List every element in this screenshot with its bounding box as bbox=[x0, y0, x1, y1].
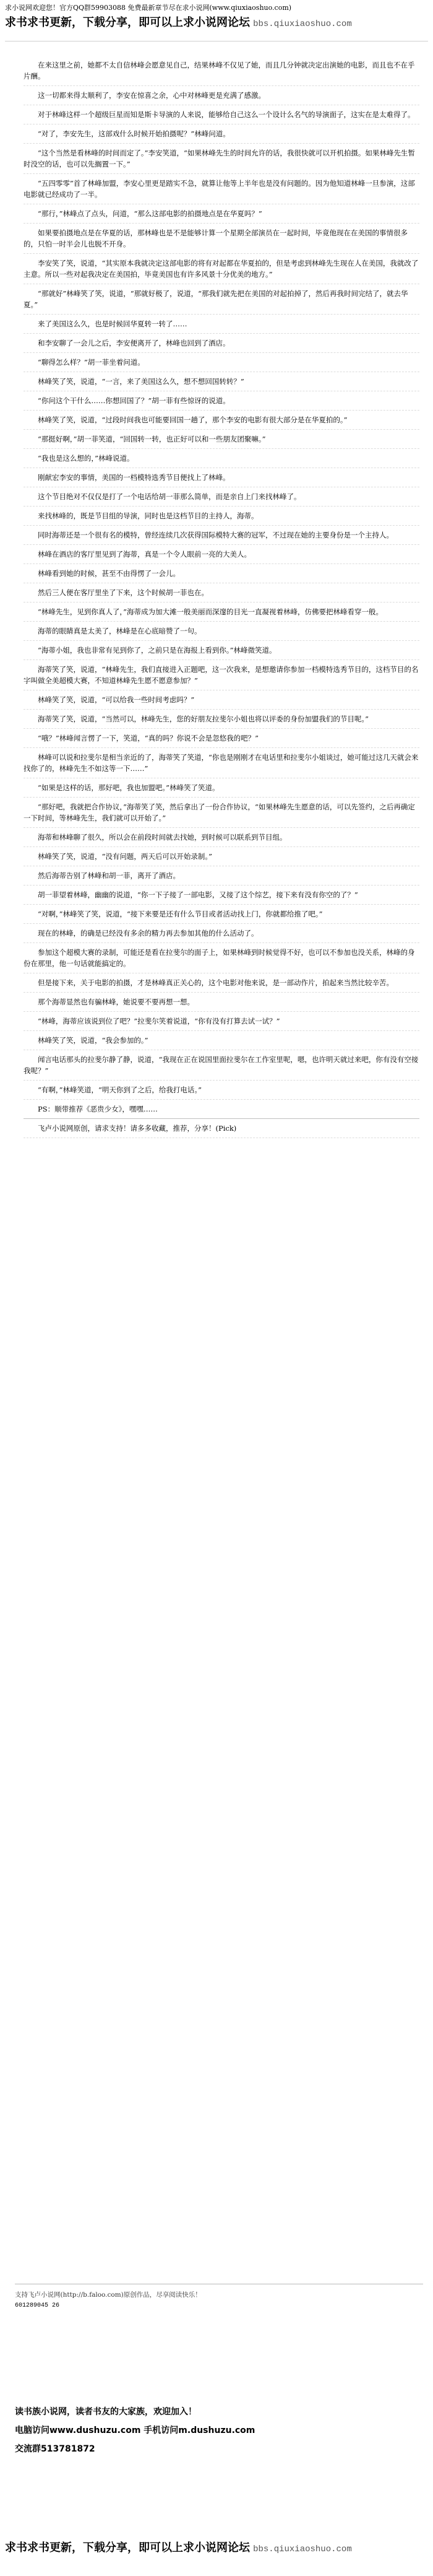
paragraph: 对于林峰这样一个超级巨星而知是斯卡导演的人来说，能够给自己这么一个设计么名气的导演面子，这实在是太难得了。 bbox=[24, 105, 419, 124]
promo-line-3: 交流群513781872 bbox=[15, 2444, 95, 2454]
paragraph: 林峰在酒店的客厅里见到了海蒂，真是一个令人眼前一亮的大美人。 bbox=[24, 545, 419, 564]
paragraph: 林峰笑了笑，说道，“一言，来了美国这么久，想不想回国转转？” bbox=[24, 372, 419, 391]
paragraph: 刚献宏李安的事情，美国的一档模特选秀节目便找上了林峰。 bbox=[24, 468, 419, 487]
header-slogan: 求书求书更新，下载分享，即可以上求小说网论坛 bbox=[5, 16, 250, 29]
paragraph: “对了，李安先生，这部戏什么时候开始拍摄呢？”林峰问道。 bbox=[24, 124, 419, 144]
paragraph: 海蒂的眼睛真是太美了，林峰是在心底暗赞了一句。 bbox=[24, 622, 419, 641]
paragraph: 同时海蒂还是一个很有名的模特，曾经连续几次获得国际模特大赛的冠军，不过现在她的主要身份是一个主持人。 bbox=[24, 526, 419, 545]
paragraph: “五四零零”首了林峰加盟，李安心里更是踏实不急，就算让他等上半年也是没有问题的。因为他知道林峰一旦参演，这部电影就已经成功了一半。 bbox=[24, 174, 419, 204]
paragraph: “那行，”林峰点了点头，问道，“那么这部电影的拍摄地点是在华夏吗？” bbox=[24, 204, 419, 224]
paragraph: PS：顺带推荐《恶贵少女》，嘿嘿…… bbox=[24, 1100, 419, 1119]
paragraph: 林峰笑了笑，说道，“我会参加的。” bbox=[24, 1031, 419, 1050]
footer-number: 601289045 26 bbox=[15, 2302, 60, 2309]
paragraph: 然后三人便在客厅里坐了下来，这个时候胡一菲也在。 bbox=[24, 583, 419, 603]
paragraph: 那个海蒂显然也有骗林峰，她说要不要再想一想。 bbox=[24, 993, 419, 1012]
paragraph: “如果是这样的话，那好吧，我也加盟吧。”林峰笑了笑道。 bbox=[24, 778, 419, 798]
paragraph: 海蒂笑了笑，说道，“林峰先生，我们直接进入正题吧，这一次我来，是想邀请你参加一档模特选秀节目的，这档节目的名字叫做全美超模大赛，不知道林峰先生愿不愿意参加？” bbox=[24, 660, 419, 690]
bottom-header-site[interactable]: bbs.qiuxiaoshuo.com bbox=[253, 2544, 352, 2554]
paragraph: 飞卢小说网原创，请求支持！请多多收藏，推荐，分享！(Pick) bbox=[24, 1119, 419, 1138]
paragraph: 参加这个超模大赛的录制，可能还是看在拉斐尔的面子上，如果林峰到时候觉得不好，也可以不参加也没关系，林峰的身份在那里，他一句话就能搞定的。 bbox=[24, 943, 419, 973]
paragraph: 林峰看到她的时候，甚至不由得愣了一会儿。 bbox=[24, 564, 419, 583]
paragraph: “这个当然是看林峰的时间而定了。”李安笑道，“如果林峰先生的时间允许的话，我很快就可以开机拍摄。如果林峰先生暂时没空的话，也可以先搁置一下。” bbox=[24, 144, 419, 174]
paragraph: 林峰笑了笑，说道，“可以给我一些时间考虑吗？” bbox=[24, 690, 419, 710]
paragraph: 然后海蒂告别了林峰和胡一菲，离开了酒店。 bbox=[24, 866, 419, 886]
chapter-content bbox=[24, 56, 419, 1138]
paragraph: “有啊，”林峰笑道，“明天你到了之后，给我打电话。” bbox=[24, 1081, 419, 1100]
promo-line-1: 读书族小说网，读者书友的大家族，欢迎加入！ bbox=[15, 2407, 197, 2417]
paragraph: 如果要拍摄地点是在华夏的话，那林峰也是不是能够计算一个星期全部演员在一起时间，毕竟他现在在美国的事情很多的，只怕一时半会儿也脱不开身。 bbox=[24, 224, 419, 254]
paragraph: 林峰笑了笑，说道，“过段时间我也可能要回国一趟了，那个李安的电影有很大部分是在华夏拍的。” bbox=[24, 411, 419, 430]
paragraph: “林峰先生，见到你真人了，”海蒂成为加大滩一般美丽而深邃的目光一直凝视着林峰，仿佛要把林峰看穿一般。 bbox=[24, 603, 419, 622]
paragraph: “聊得怎么样？”胡一菲坐着问道。 bbox=[24, 353, 419, 372]
promo-block bbox=[15, 2403, 423, 2458]
paragraph: 和李安聊了一会儿之后，李安便离开了，林峰也回到了酒店。 bbox=[24, 334, 419, 353]
paragraph: “哦？”林峰闻言愣了一下，笑道，“真的吗？你说不会是忽悠我的吧？” bbox=[24, 729, 419, 748]
paragraph: 海蒂笑了笑，说道，“当然可以，林峰先生，您的好朋友拉斐尔小姐也将以评委的身份加盟我们的节目呢。” bbox=[24, 710, 419, 729]
paragraph: 在来这里之前，她都不太自信林峰会愿意见自己，结果林峰不仅见了她，而且几分钟就决定出演她的电影，而且也不在乎片酬。 bbox=[24, 56, 419, 86]
paragraph: 林峰笑了笑，说道，“没有问题，两天后可以开始录制。” bbox=[24, 847, 419, 866]
paragraph: 但是接下来，关于电影的拍摄，才是林峰真正关心的，这个电影对他来说，是一部动作片，拍起来当然比较辛苦。 bbox=[24, 973, 419, 993]
paragraph: 来了美国这么久，也是时候回华夏转一转了…… bbox=[24, 315, 419, 334]
paragraph: 闻言电话那头的拉斐尔静了静，说道，“我现在正在说国里面拉斐尔在工作室里呢，嗯，也许明天就过来吧，你有没有空接我呢？” bbox=[24, 1050, 419, 1081]
footer-url[interactable]: 支持飞卢小说网(http://b.faloo.com)原创作品，尽享阅读快乐！ bbox=[15, 2291, 202, 2299]
promo-line-2[interactable]: 电脑访问www.dushuzu.com 手机访问m.dushuzu.com bbox=[15, 2426, 255, 2435]
footer-meta bbox=[15, 2279, 423, 2312]
header-site[interactable]: bbs.qiuxiaoshuo.com bbox=[253, 19, 352, 29]
bottom-header bbox=[5, 2539, 428, 2555]
paragraph: “对啊，”林峰笑了笑，说道，“接下来要是还有什么节目或者活动找上门，你就都给推了吧。” bbox=[24, 905, 419, 924]
paragraph: “我也是这么想的，”林峰说道。 bbox=[24, 449, 419, 468]
paragraph: 来找林峰的，既是节目组的导演，同时也是这档节目的主持人，海蒂。 bbox=[24, 507, 419, 526]
paragraph: “林峰，海蒂应该说到位了吧？”拉斐尔笑着说道，“你有没有打算去试一试？” bbox=[24, 1012, 419, 1031]
paragraph: 现在的林峰，的确是已经没有多余的精力再去参加其他的什么活动了。 bbox=[24, 924, 419, 943]
paragraph: “海蒂小姐，我也非常有见到你了，之前只是在海报上看到你。”林峰微笑道。 bbox=[24, 641, 419, 660]
paragraph: 这个节目绝对不仅仅是打了一个电话给胡一菲那么简单，而是亲自上门来找林峰了。 bbox=[24, 487, 419, 507]
paragraph: 李安笑了笑，说道，“其实原本我就决定这部电影的将有对起都在华夏拍的，但是考虑到林峰先生现在人在美国，我就改了主意。所以一些对起我决定在美国拍，毕竟美国也有许多风景十分优美的地方。” bbox=[24, 254, 419, 284]
bottom-header-slogan: 求书求书更新，下载分享，即可以上求小说网论坛 bbox=[5, 2541, 250, 2554]
paragraph: “那好吧，我就把合作协议，”海蒂笑了笑，然后拿出了一份合作协议，“如果林峰先生愿意的话，可以先签约，之后再确定一下时间，等林峰先生，我们就可以开始了。” bbox=[24, 798, 419, 828]
paragraph: “你问这个干什么……你想回国了？”胡一菲有些惊讶的说道。 bbox=[24, 391, 419, 411]
paragraph: 林峰可以说和拉斐尔是相当亲近的了，海蒂笑了笑道，“你也是刚刚才在电话里和拉斐尔小姐谈过，她可能过这几天就会来找你了的，林峰先生不如这等一下……” bbox=[24, 748, 419, 778]
paragraph: 这一切都来得太顺利了，李安在惊喜之余，心中对林峰更是充满了感激。 bbox=[24, 86, 419, 105]
paragraph: 胡一菲望着林峰，幽幽的说道，“你一下子接了一部电影，又接了这个综艺，接下来有没有你空的了？” bbox=[24, 886, 419, 905]
page-header bbox=[5, 14, 428, 41]
paragraph: “那就好”林峰笑了笑，说道，“那就好极了，说道，“那我们就先把在美国的对起拍掉了，然后再我时间完结了，就去华夏。” bbox=[24, 284, 419, 315]
paragraph: “那挺好啊，”胡一菲笑道，“回国转一转，也正好可以和一些朋友团聚嘛。” bbox=[24, 430, 419, 449]
paragraph: 海蒂和林峰聊了很久，所以会在前段时间就去找她，到时候可以联系到节目组。 bbox=[24, 828, 419, 847]
top-notice: 求小说网欢迎您！官方QQ群59903088 免费最新章节尽在求小说网(www.qiuxiaoshuo.com) bbox=[5, 4, 292, 12]
